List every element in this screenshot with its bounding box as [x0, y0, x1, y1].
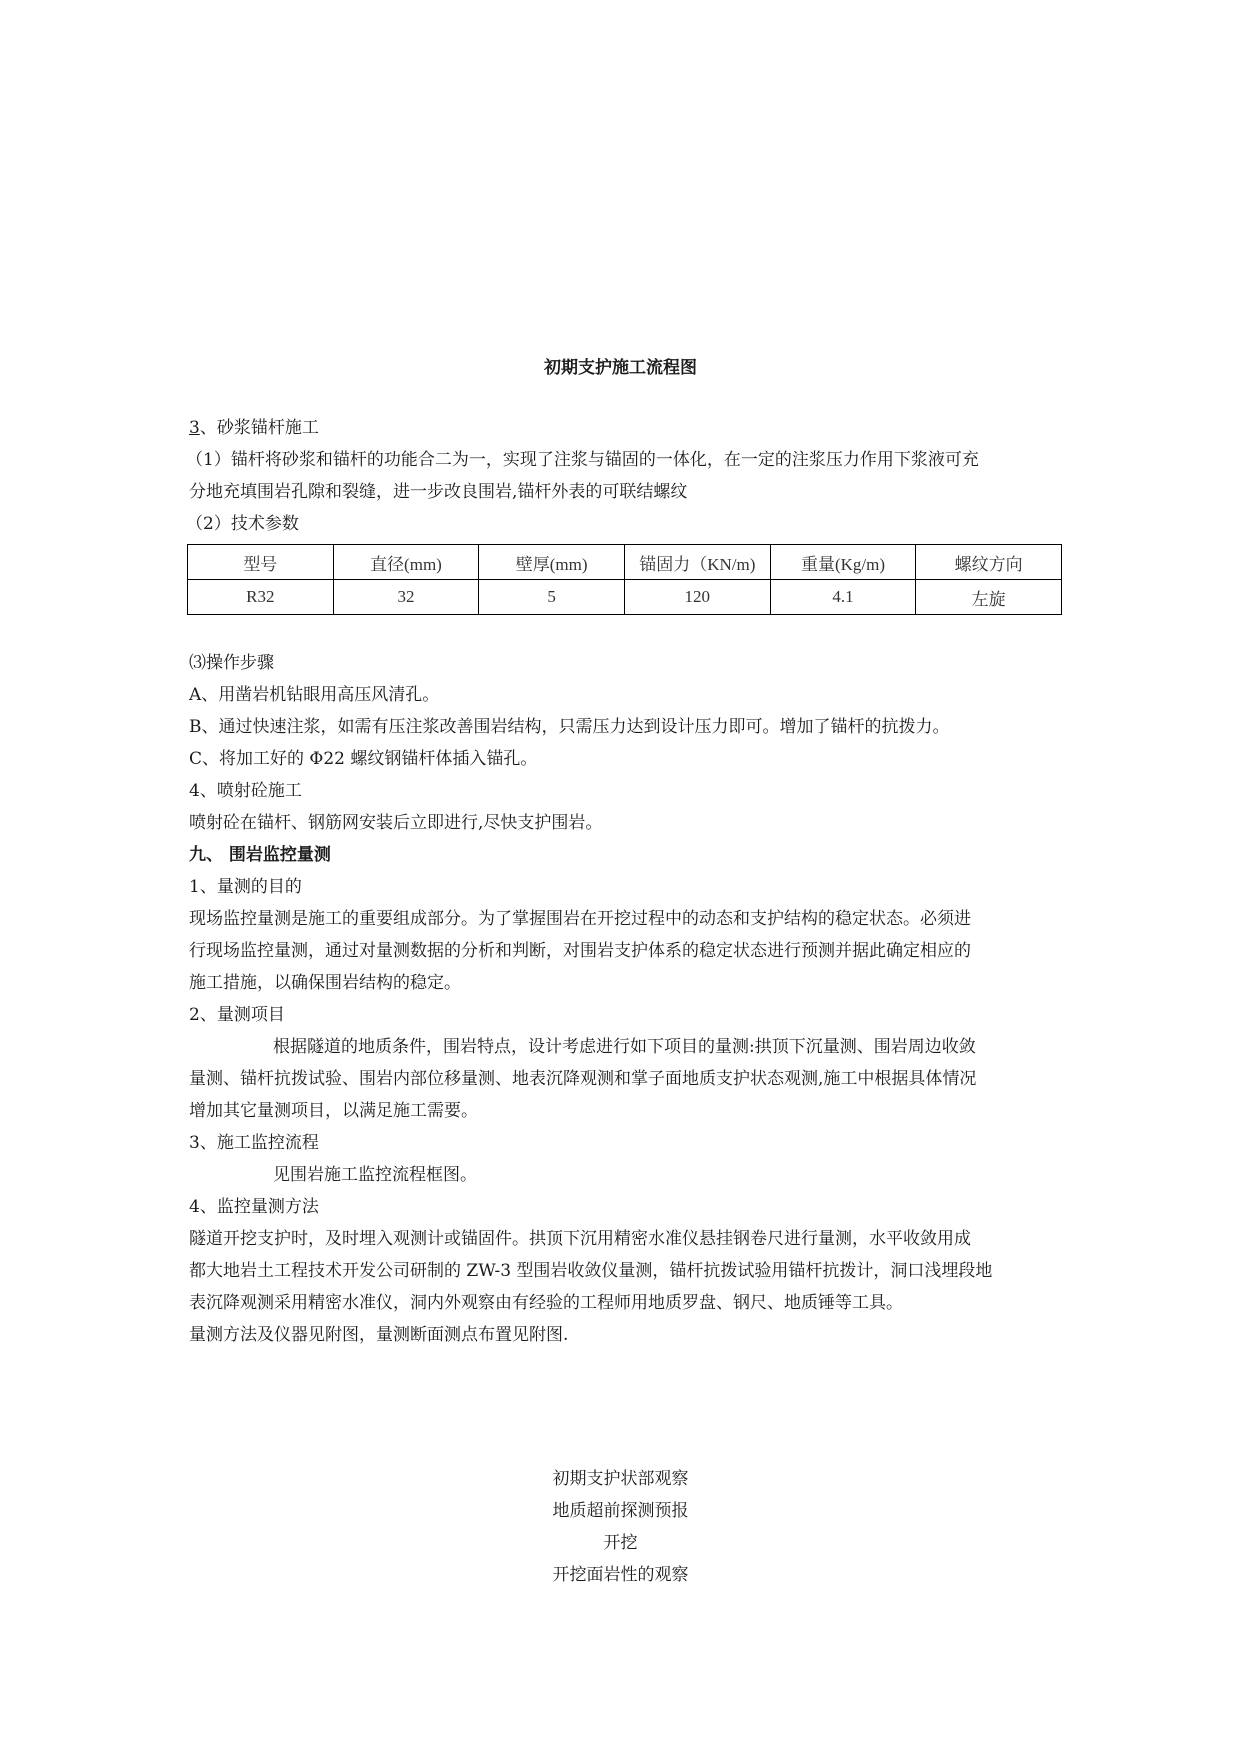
section-4-text: 喷射砼在锚杆、钢筋网安装后立即进行,尽快支护围岩。	[189, 813, 603, 833]
subsection-3-heading: 3、施工监控流程	[189, 1133, 319, 1153]
table-header-cell: 直径(mm)	[333, 545, 479, 580]
paragraph-line: 量测、锚杆抗拨试验、围岩内部位移量测、地表沉降观测和掌子面地质支护状态观测,施工中根据具体情况	[189, 1069, 977, 1089]
paragraph-line: （1）锚杆将砂浆和锚杆的功能合二为一，实现了注浆与锚固的一体化，在一定的注浆压力作用下浆液可充	[186, 450, 979, 470]
paragraph-line: 都大地岩土工程技术开发公司研制的 ZW-3 型围岩收敛仪量测，锚杆抗拨试验用锚杆抗拨计，洞口浅埋段地	[189, 1261, 993, 1281]
table-cell: 32	[333, 580, 479, 615]
steps-heading: ⑶操作步骤	[189, 653, 274, 673]
section-3-heading	[189, 418, 319, 438]
section-4-heading: 4、喷射砼施工	[189, 781, 302, 801]
table-header-cell: 重量(Kg/m)	[770, 545, 916, 580]
section-9-heading: 九、 围岩监控量测	[189, 845, 331, 865]
subsection-1-heading: 1、量测的目的	[189, 877, 302, 897]
page-title: 初期支护施工流程图	[544, 358, 697, 378]
section-3-heading-text: 、砂浆锚杆施工	[199, 418, 319, 438]
tech-params-heading: （2）技术参数	[186, 514, 299, 534]
subsection-4-heading: 4、监控量测方法	[189, 1197, 319, 1217]
table-row	[188, 580, 1062, 615]
table-cell: 左旋	[916, 580, 1062, 615]
paragraph-line: 表沉降观测采用精密水准仪，洞内外观察由有经验的工程师用地质罗盘、钢尺、地质锤等工具。	[189, 1293, 903, 1313]
table-cell: R32	[188, 580, 334, 615]
paragraph-line: 现场监控量测是施工的重要组成部分。为了掌握围岩在开挖过程中的动态和支护结构的稳定状态。必须进	[189, 909, 971, 929]
table-cell: 5	[479, 580, 625, 615]
table-header-row	[188, 545, 1062, 580]
paragraph-line: 分地充填围岩孔隙和裂缝，进一步改良围岩,锚杆外表的可联结螺纹	[189, 482, 688, 502]
paragraph-line: 行现场监控量测，通过对量测数据的分析和判断，对围岩支护体系的稳定状态进行预测并据此确定相应的	[189, 941, 971, 961]
paragraph-line: 增加其它量测项目，以满足施工需要。	[189, 1101, 478, 1121]
table-header-cell: 螺纹方向	[916, 545, 1062, 580]
flow-step: 开挖	[603, 1533, 638, 1553]
paragraph-line: 见围岩施工监控流程框图。	[273, 1165, 477, 1185]
flow-step: 开挖面岩性的观察	[552, 1565, 689, 1585]
paragraph-line: 施工措施，以确保围岩结构的稳定。	[189, 973, 461, 993]
tech-params-table	[187, 544, 1062, 615]
table-cell: 120	[624, 580, 770, 615]
table-header-cell: 壁厚(mm)	[479, 545, 625, 580]
paragraph-line: 隧道开挖支护时，及时埋入观测计或锚固件。拱顶下沉用精密水准仪悬挂钢卷尺进行量测，水平收敛用成	[189, 1229, 971, 1249]
table-cell: 4.1	[770, 580, 916, 615]
flow-step: 初期支护状部观察	[552, 1469, 689, 1489]
step-c: C、将加工好的 Φ22 螺纹钢锚杆体插入锚孔。	[189, 749, 538, 769]
paragraph-line: 根据隧道的地质条件，围岩特点，设计考虑进行如下项目的量测:拱顶下沉量测、围岩周边收敛	[273, 1037, 976, 1057]
flow-step: 地质超前探测预报	[552, 1501, 689, 1521]
table-header-cell: 锚固力（KN/m)	[624, 545, 770, 580]
subsection-2-heading: 2、量测项目	[189, 1005, 285, 1025]
paragraph-line: 量测方法及仪器见附图，量测断面测点布置见附图.	[189, 1325, 569, 1345]
step-b: B、通过快速注浆，如需有压注浆改善围岩结构，只需压力达到设计压力即可。增加了锚杆的抗拨力。	[189, 717, 950, 737]
table-header-cell: 型号	[188, 545, 334, 580]
section-3-number: 3	[189, 418, 200, 438]
step-a: A、用凿岩机钻眼用高压风清孔。	[189, 685, 440, 705]
